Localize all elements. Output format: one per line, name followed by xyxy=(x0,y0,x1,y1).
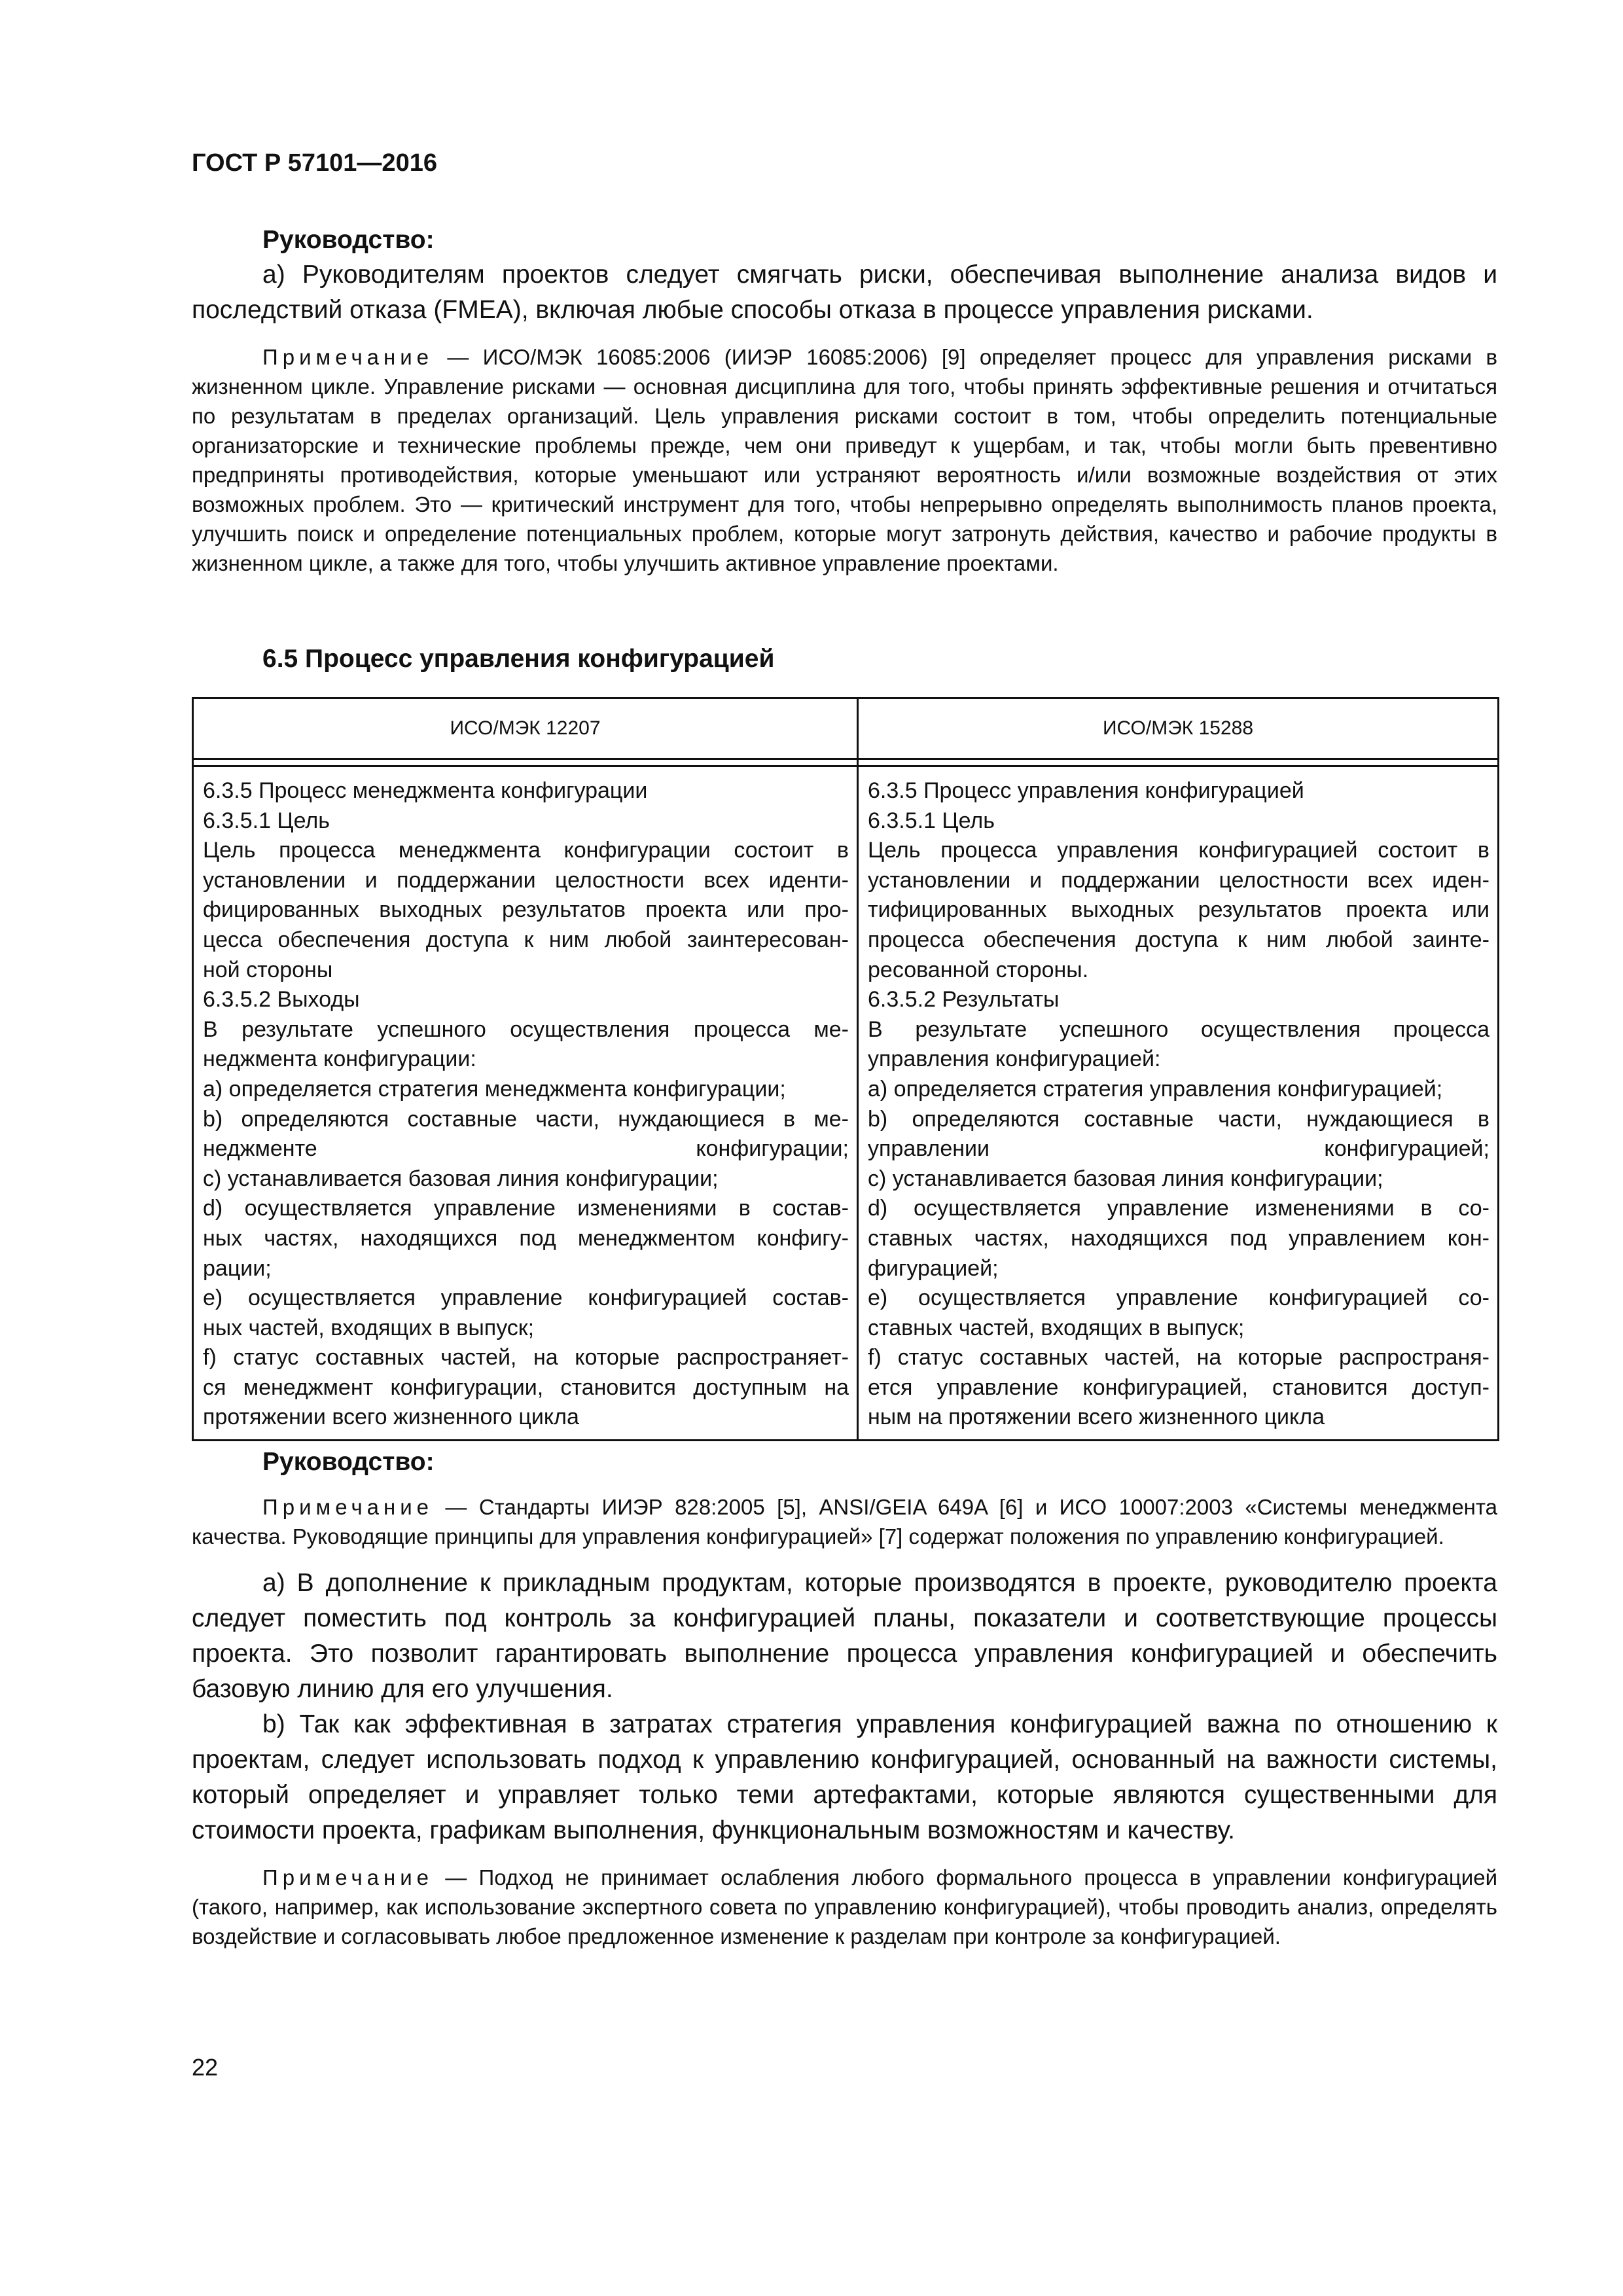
guidance-heading-2: Руководство: xyxy=(262,1448,435,1476)
guidance-item-b-2: b) Так как эффективная в затратах стратегия управления конфигурацией важна по отношению к проектам, следует использовать подход к управлению конфигурацией, основанный на важности системы, который определяет и управляет только теми артефактами, которые являются существенными для стоимости проекта, графикам выполнения, функциональным возможностям и качеству. xyxy=(192,1710,1497,1844)
table-line: управления конфигурацией: xyxy=(868,1047,1161,1072)
table-line: d) осуществляется управление изменениями в состав- xyxy=(203,1196,849,1221)
table-line: ных частях, находящихся под менеджментом конфигу- xyxy=(203,1225,849,1251)
table-line: неджмента конфигурации: xyxy=(203,1047,476,1072)
comparison-table-wrapper xyxy=(192,697,1499,1441)
table-line: b) определяются составные части, нуждающиеся в ме- xyxy=(203,1106,849,1132)
table-line: процесса обеспечения доступа к ним любой заинте- xyxy=(868,927,1489,952)
table-line: Цель процесса менеджмента конфигурации состоит в xyxy=(203,838,849,863)
table-line: Цель процесса управления конфигурацией состоит в xyxy=(868,838,1489,863)
section-title: 6.5 Процесс управления конфигурацией xyxy=(262,645,775,673)
table-line: установлении и поддержании целостности всех иденти- xyxy=(203,867,849,893)
note-paragraph-2 xyxy=(192,1492,1497,1551)
guidance-heading: Руководство: xyxy=(262,226,435,254)
table-line: с) устанавливается базовая линия конфигурации; xyxy=(203,1166,719,1191)
table-line: ных частей, входящих в выпуск; xyxy=(203,1315,535,1340)
table-line: ресованной стороны. xyxy=(868,957,1089,982)
table-line: фицированных выходных результатов проекта или про- xyxy=(203,897,849,923)
table-line: 6.3.5 Процесс управления конфигурацией xyxy=(868,778,1304,803)
table-cell-iso15288 xyxy=(858,766,1499,1441)
table-line: фигурацией; xyxy=(868,1255,999,1281)
table-line: а) определяется стратегия менеджмента конфигурации; xyxy=(203,1076,786,1102)
table-line: 6.3.5.2 Выходы xyxy=(203,987,360,1013)
table-line: а) определяется стратегия управления конфигурацией; xyxy=(868,1076,1443,1102)
table-line: ставных частей, входящих в выпуск; xyxy=(868,1315,1245,1340)
table-line: 6.3.5.2 Результаты xyxy=(868,987,1060,1013)
table-line: 6.3.5.1 Цель xyxy=(203,808,330,833)
table-line: d) осуществляется управление изменениями в со- xyxy=(868,1196,1489,1221)
guidance-item-a-2: а) В дополнение к прикладным продуктам, которые производятся в проекте, руководителю проекта следует поместить под контроль за конфигурацией планы, показатели и соответствующие процессы проекта. Это позволит гарантировать выполнение процесса управления конфигурацией и обеспечить базовую линию для его улучшения. xyxy=(192,1569,1497,1703)
table-header-separator xyxy=(193,759,1499,766)
guidance-block-1 xyxy=(192,226,1497,578)
note-label-2: Примечание xyxy=(262,1495,434,1519)
table-header-iso15288: ИСО/МЭК 15288 xyxy=(858,698,1499,759)
table-line: неджменте конфигурации; xyxy=(203,1136,849,1162)
note-label: Примечание xyxy=(262,345,434,369)
guidance-block-2 xyxy=(192,1448,1497,1951)
table-line: В результате успешного осуществления процесса xyxy=(868,1016,1489,1042)
table-header-iso12207: ИСО/МЭК 12207 xyxy=(193,698,858,759)
table-line: 6.3.5 Процесс менеджмента конфигурации xyxy=(203,778,648,803)
table-line: с) устанавливается базовая линия конфигурации; xyxy=(868,1166,1383,1191)
table-cell-iso12207 xyxy=(193,766,858,1441)
table-line: b) определяются составные части, нуждающиеся в xyxy=(868,1106,1489,1132)
guidance-item-a: а) Руководителям проектов следует смягчать риски, обеспечивая выполнение анализа видов и последствий отказа (FMEA), включая любые способы отказа в процессе управления рисками. xyxy=(192,260,1497,324)
table-line: цесса обеспечения доступа к ним любой заинтересован- xyxy=(203,927,849,952)
table-line: е) осуществляется управление конфигурацией со- xyxy=(868,1285,1489,1311)
table-line: ставных частях, находящихся под управлением кон- xyxy=(868,1225,1489,1251)
table-line: ется управление конфигурацией, становится доступ- xyxy=(868,1374,1489,1400)
table-line: f) статус составных частей, на которые распространя- xyxy=(868,1345,1489,1371)
note-paragraph-3 xyxy=(192,1863,1497,1951)
table-line: ным на протяжении всего жизненного цикла xyxy=(868,1405,1325,1430)
page-number: 22 xyxy=(192,2054,219,2081)
standard-header: ГОСТ Р 57101—2016 xyxy=(192,149,437,177)
table-line: тифицированных выходных результатов проекта или xyxy=(868,897,1489,923)
note-text: — ИСО/МЭК 16085:2006 (ИИЭР 16085:2006) [9] определяет процесс для управления рисками в жизненном цикле. Управление рисками — основная дисциплина для того, чтобы принять эффективные решения и отчитаться по результатам в пределах организаций. Цель управления рисками состоит в том, чтобы определить потенциальные организаторские и технические проблемы прежде, чем они приведут к ущербам, и так, чтобы могли быть превентивно предприняты противодействия, которые уменьшают или устраняют вероятность и/или возможные воздействия от этих возможных проблем. Это — критический инструмент для того, чтобы непрерывно определять выполнимость планов проекта, улучшить поиск и определение потенциальных проблем, которые могут затронуть действия, качество и рабочие продукты в жизненном цикле, а также для того, чтобы улучшить активное управление проектами. xyxy=(192,345,1497,575)
table-line: ся менеджмент конфигурации, становится доступным на xyxy=(203,1374,849,1400)
table-line: ной стороны xyxy=(203,957,333,982)
note-text-3: — Подход не принимает ослабления любого формального процесса в управлении конфигурацией (такого, например, как использование экспертного совета по управлению конфигурацией), чтобы проводить анализ, определять воздействие и согласовывать любое предложенное изменение к разделам при контроле за конфигурацией. xyxy=(192,1865,1497,1948)
table-line: е) осуществляется управление конфигурацией состав- xyxy=(203,1285,849,1311)
note-text-2: — Стандарты ИИЭР 828:2005 [5], ANSI/GEIA 649A [6] и ИСО 10007:2003 «Системы менеджмента качества. Руководящие принципы для управления конфигурацией» [7] содержат положения по управлению конфигурацией. xyxy=(192,1495,1497,1549)
table-line: 6.3.5.1 Цель xyxy=(868,808,995,833)
table-line: В результате успешного осуществления процесса ме- xyxy=(203,1016,849,1042)
table-line: установлении и поддержании целостности всех иден- xyxy=(868,867,1489,893)
comparison-table xyxy=(192,697,1499,1441)
table-line: f) статус составных частей, на которые распространяет- xyxy=(203,1345,849,1371)
note-label-3: Примечание xyxy=(262,1865,434,1890)
table-line: протяжении всего жизненного цикла xyxy=(203,1405,579,1430)
table-line: управлении конфигурацией; xyxy=(868,1136,1489,1162)
note-paragraph xyxy=(192,342,1497,578)
table-line: рации; xyxy=(203,1255,272,1281)
